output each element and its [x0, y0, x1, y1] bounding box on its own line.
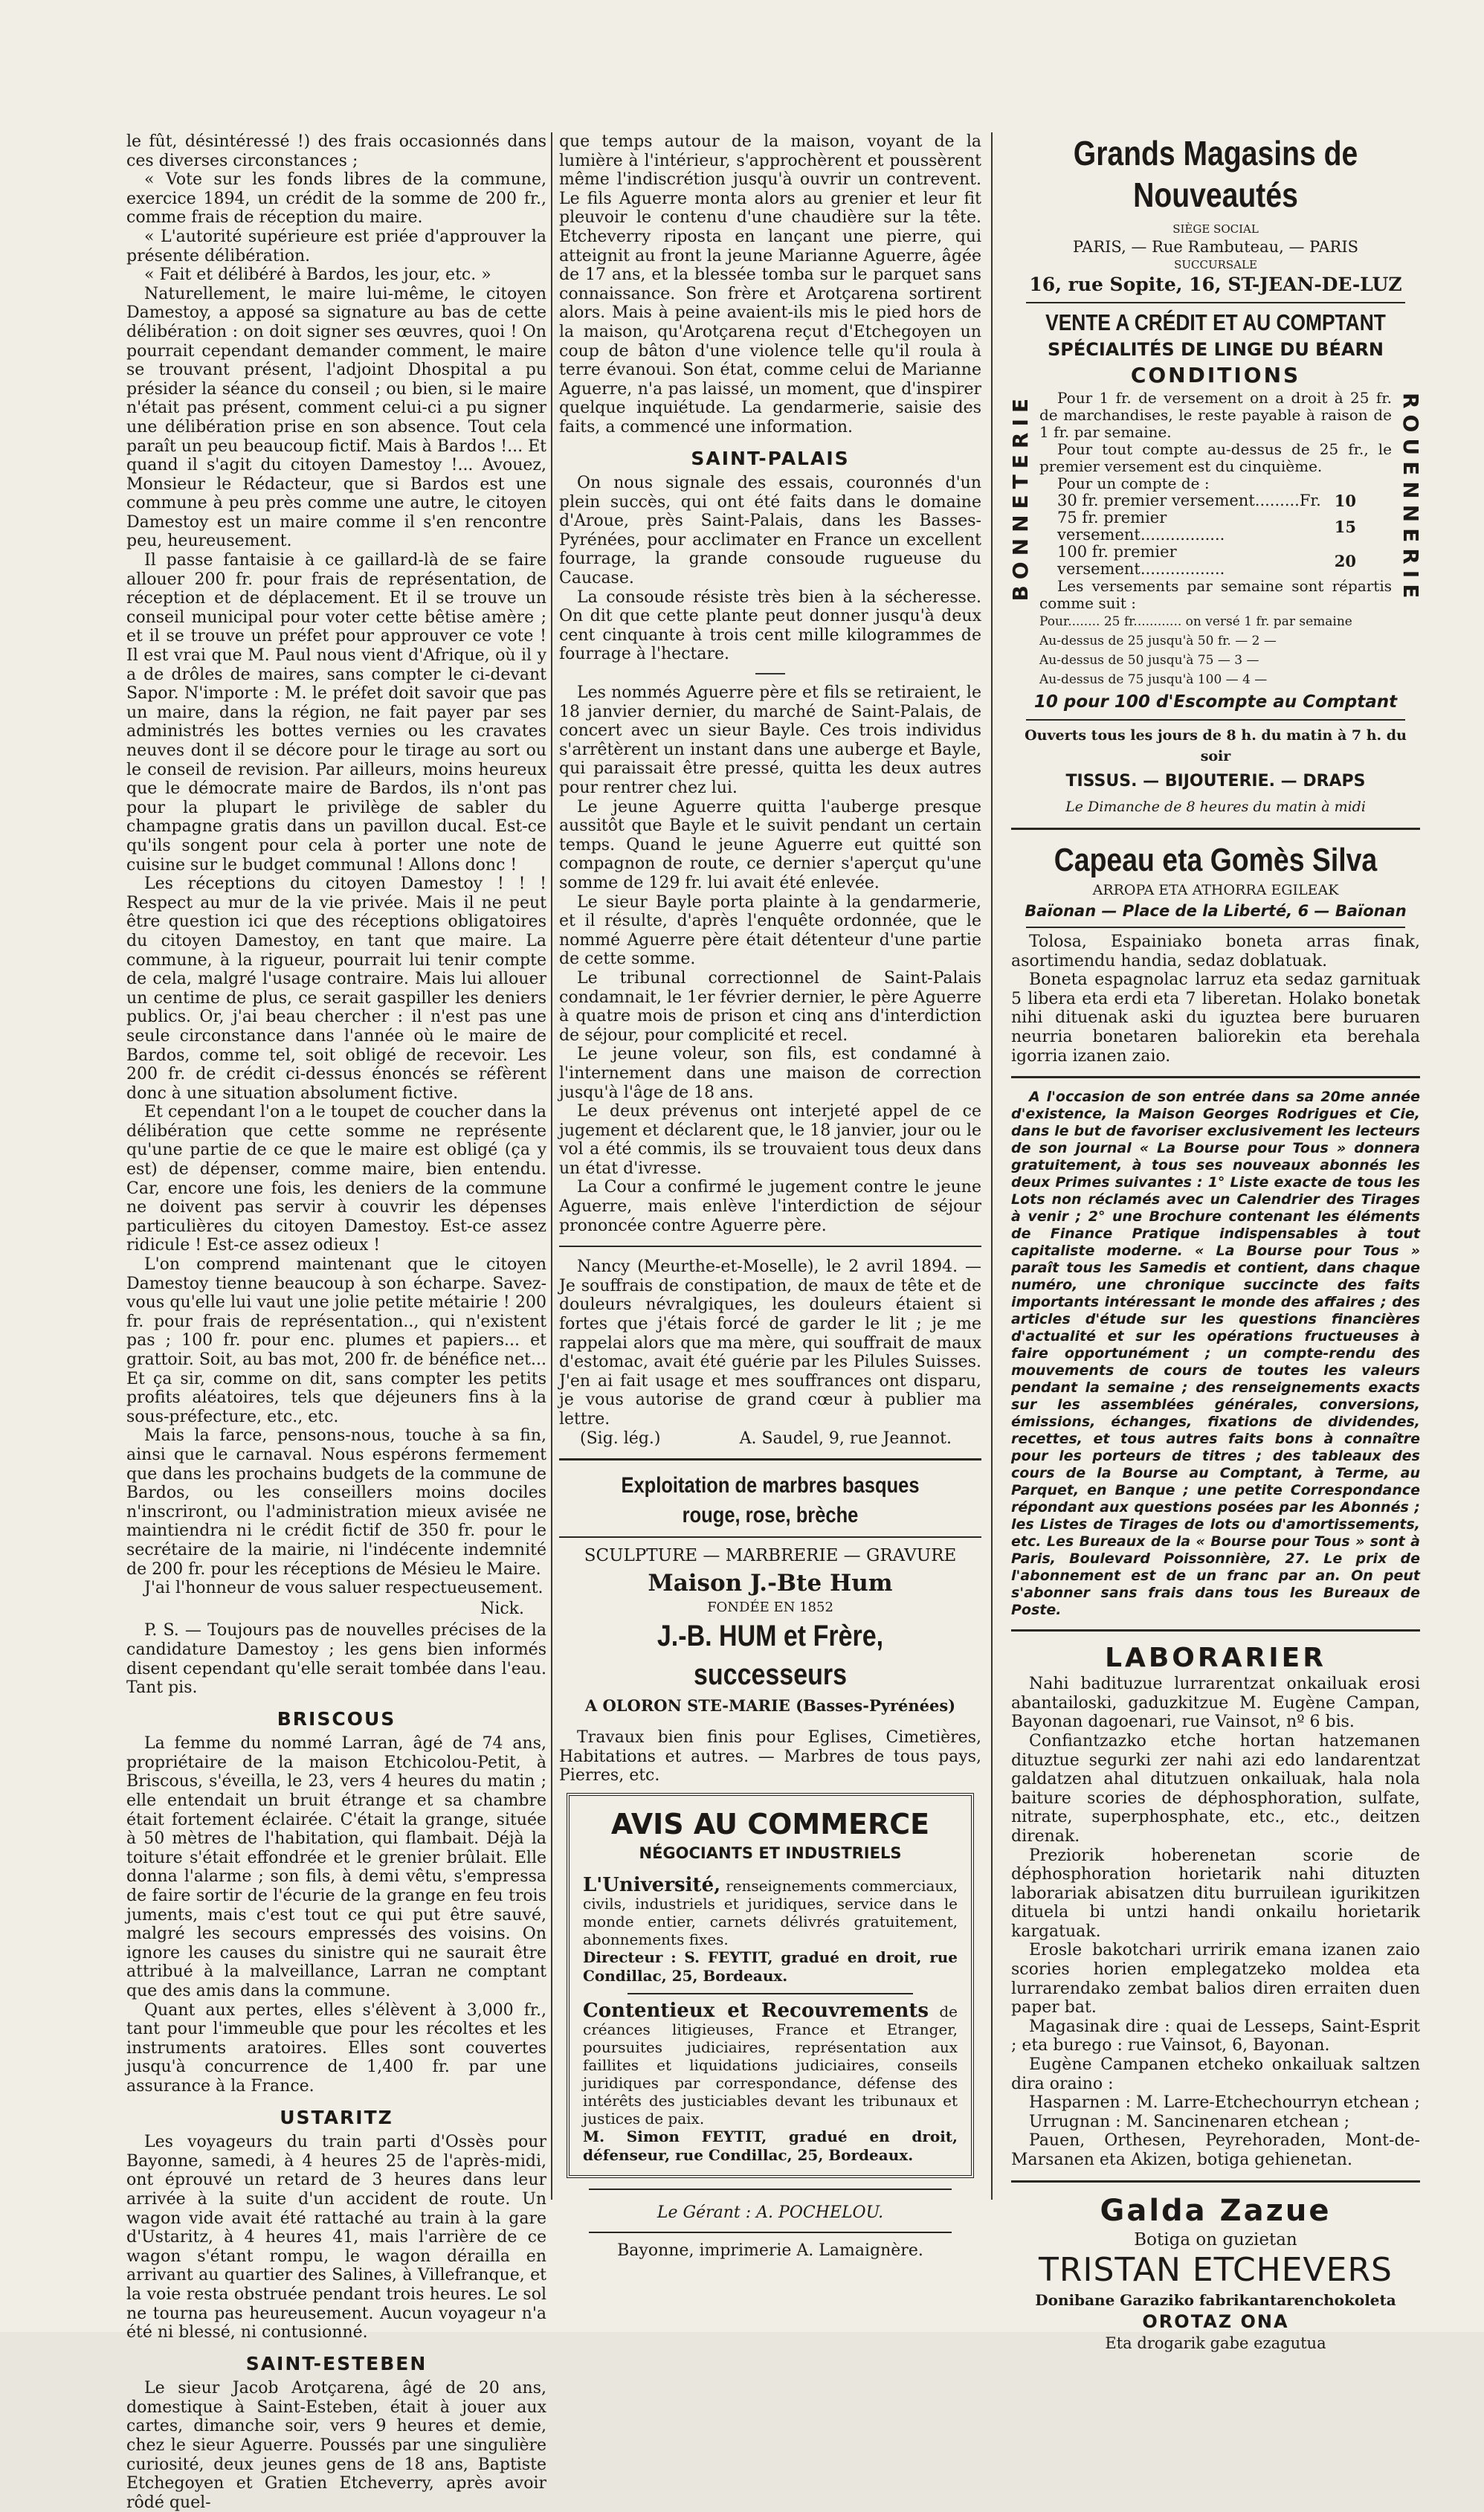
- cg-address: Baïonan — Place de la Liberté, 6 — Baïonan: [1025, 902, 1407, 920]
- universite-label: L'Université,: [583, 1873, 721, 1896]
- table-row: Au-dessus de 75 jusqu'à 100 — 4 —: [1039, 672, 1268, 687]
- paragraph: La Cour a confirmé le jugement contre le jeune Aguerre, mais enlève l'interdiction de séjour prononcée contre Aguerre père.: [559, 1178, 981, 1235]
- gm-hours: Ouverts tous les jours de 8 h. du matin à 7 h. du soir: [1025, 727, 1407, 764]
- paragraph: Les réceptions du citoyen Damestoy ! ! ! Respect au mur de la vie privée. Mais il ne peut être question ici que des réceptions obligatoires du citoyen Damestoy, en tant que maire. La commune, à la rigueur, pourrait lui tenir compte de cela, malgré l'usage contraire. Mais lui allouer un centime de plus, ce serait gaspiller les deniers publics. Or, j'ai beau chercher : il n'est pas une seule circonstance dans l'année où le maire de Bardos, comme tel, soit obligé de recevoir. Les 200 fr. de crédit ci-dessus énoncés se réfèrent donc à une situation absolument fictive.: [126, 875, 546, 1103]
- gerant: Le Gérant : A. POCHELOU.: [656, 2203, 884, 2222]
- sig-author: A. Saudel, 9, rue Jeannot.: [739, 1429, 952, 1448]
- gm-escompte: 10 pour 100 d'Escompte au Comptant: [1033, 692, 1398, 712]
- hum-advert: [559, 1471, 981, 1785]
- hum-successors: J.-B. HUM et Frère, successeurs: [656, 1620, 884, 1692]
- paragraph: Nahi badituzue lurrarentzat onkailuak erosi abantailoski, gaduzkitzue M. Eugène Campan, Bayonan dagoenari, rue Vainsot, nº 6 bis.: [1011, 1675, 1420, 1732]
- paragraph: Les versements par semaine sont répartis comme suit :: [1039, 577, 1392, 612]
- paragraph: Preziorik hoberenetan scorie de déphosphoration horietarik nahi dituzten laborariak abisatzen ditu burruilean igurikitzen dituela bi untzi handi onkailu horietarik kargatuak.: [1011, 1846, 1420, 1941]
- rule: [1011, 1629, 1420, 1632]
- postscript: P. S. — Toujours pas de nouvelles précises de la candidature Damestoy ; les gens bien informés disent cependant qu'elle serait tombée dans l'eau. Tant pis.: [126, 1621, 546, 1698]
- side-word-rouennerie: ROUENNERIE: [1398, 393, 1423, 605]
- paragraph: Le tribunal correctionnel de Saint-Palais condamnait, le 1er février dernier, le père Aguerre à quatre mois de prison et cinq ans d'interdiction de séjour, pour complicité et recel.: [559, 968, 982, 1045]
- paragraph: Quant aux pertes, elles s'élèvent à 3,000 fr., tant pour l'immeuble que pour les récoltes et les instruments aratoires. Elles sont couvertes jusqu'à concurrence de 1,400 fr. par une assurance à la France.: [126, 2000, 546, 2096]
- simon-feytit-line: M. Simon FEYTIT, gradué en droit, défenseur, rue Condillac, 25, Bordeaux.: [583, 2127, 958, 2164]
- rule: [1026, 927, 1405, 928]
- paragraph: Les voyageurs du train parti d'Ossès pour Bayonne, samedi, à 4 heures 25 de l'après-midi, ont éprouvé un retard de 3 heures dans leur arrivée à la suite d'un accident de route. Un wagon vide avait été rattaché au train à la gare d'Ustaritz, à 4 heures 41, mais l'arrière de ce wagon s'étant rompu, le wagon dérailla en arrivant au quartier des Salines, à Villefranque, et la voie resta obstruée pendant trois heures. Le sol ne tourna pas heureusement. Aucun voyageur n'a été ni blessé, ni contusionné.: [126, 2133, 546, 2342]
- paragraph: Confiantzazko etche hortan hatzemanen dituztue segurki zer nahi azi edo landarentzat galdatzen ahal ditutzuen onkailuak, hala nola baiture scories de déphosphoration, sulfate, nitrate, superphosphate, etc., etc., deitzen direnak.: [1011, 1731, 1420, 1846]
- side-word-bonneterie: BONNETERIE: [1008, 393, 1033, 602]
- paragraph: « Fait et délibéré à Bardos, les jour, etc. »: [144, 265, 491, 285]
- rule: [589, 2189, 952, 2190]
- section-heading-ustaritz: USTARITZ: [280, 2106, 393, 2128]
- gm-conditions: CONDITIONS: [1130, 363, 1301, 387]
- rule: [1026, 302, 1405, 303]
- laborarier-advert: [1011, 1642, 1420, 2169]
- paragraph: La femme du nommé Larran, âgé de 74 ans, propriétaire de la maison Etchicolou-Petit, à Briscous, s'éveilla, le 23, vers 4 heures du matin ; elle entendait un bruit étrange et sa chambre était fortement éclairée. C'était la grange, située à 50 mètres de l'habitation, qui flambait. Déjà la toiture s'était effondrée et le grenier brûlait. Elle donna l'alarme ; son fils, à demi vêtu, s'empressa de faire sortir de l'écurie de la grange en feu trois juments, mais c'est tout ce qui put être sauvé, malgré les secours empressés des voisins. On ignore les causes du sinistre qui ne saurait être attribué à la malveillance, Larran ne comptant que des amis dans la commune.: [126, 1734, 546, 2000]
- column-divider: [551, 132, 552, 2200]
- paragraph: Boneta espagnolac larruz eta sedaz garnituak 5 libera eta erdi eta 7 liberetan. Holako bonetak nihi dituenak aski du iguztea bere buruaren neurria bonetaren baliorekin eta berehala igorria izanen zaio.: [1011, 970, 1420, 1066]
- paragraph: J'ai l'honneur de vous saluer respectueusement.: [144, 1579, 543, 1598]
- gm-siege: SIÈGE SOCIAL: [1172, 222, 1259, 236]
- paragraph: que temps autour de la maison, voyant de la lumière à l'intérieur, s'approchèrent et poussèrent même l'indiscrétion jusqu'à ouvrir un contrevent. Le fils Aguerre monta alors au grenier et leur fit pleuvoir le contenu d'une chaudière sur la tête. Etcheverry riposta en lançant une pierre, qui atteignit au front la jeune Marianne Aguerre, âgée de 17 ans, et la blessée tomba sur le parquet sans connaissance. Son frère et Arotçarena sortirent alors. Mais à peine avaient-ils mis le pied hors de la maison, qu'Arotçarena reçut d'Etchegoyen un coup de bâton d'une violence telle qu'il roula à terre évanoui. Son état, comme celui de Marianne Aguerre, n'a pas laissé, un moment, que d'inspirer quelque inquiétude. La gendarmerie, saisie des faits, a commencé une information.: [559, 132, 981, 437]
- paragraph: Pour un compte de :: [1057, 474, 1210, 492]
- sig-legalized: (Sig. lég.): [580, 1429, 661, 1448]
- hum-founded: FONDÉE EN 1852: [707, 1600, 833, 1616]
- paragraph: Erosle bakotchari urririk emana izanen zaio scories horien emplegatzeko moldea eta lurrarendako zembat balios diren erraiten duen paper bat.: [1011, 1941, 1420, 2017]
- paragraph: Le jeune voleur, son fils, est condamné à l'internement dans une maison de correction jusqu'à l'âge de 18 ans.: [559, 1045, 981, 1102]
- hum-trades: SCULPTURE — MARBRERIE — GRAVURE: [584, 1546, 957, 1566]
- rule: [1026, 719, 1405, 721]
- column-3: [1008, 132, 1423, 2354]
- paragraph: Eugène Campanen etcheko onkailuak saltzen dira oraino :: [1011, 2055, 1420, 2093]
- hum-city: A OLORON STE-MARIE (Basses-Pyrénées): [584, 1696, 956, 1716]
- paragraph: On nous signale des essais, couronnés d'un plein succès, qui ont été faits dans le domaine d'Aroue, près Saint-Palais, dans les Basses-Pyrénées, pour acclimater en France un excellent fourrage, la grande consoude rugueuse du Caucase.: [559, 474, 981, 588]
- contentieux-text: de créances litigieuses, France et Etranger, poursuites judiciaires, représentation aux faillites et liquidations judiciaires, conseils juridiques par correspondance, défense des intérêts des justiciables devant les tribunaux et justices de paix.: [583, 2002, 958, 2128]
- bourse-pour-tous-notice: A l'occasion de son entrée dans sa 20me année d'existence, la Maison Georges Rodrigues et Cie, dans le but de favoriser exclusivement les lecteurs de son journal « La Bourse pour Tous » donnera gratuitement, à tous ses nouveaux abonnés les deux Primes suivantes : 1° Liste exacte de tous les Lots non réclamés avec un Calendrier des Tirages à venir ; 2° une Brochure contenant les éléments de Finance Pratique indispensables à tout capitaliste moderne. « La Bourse pour Tous » paraît tous les Samedis et contient, dans chaque numéro, une chronique succincte des faits importants intéressant le monde des affaires ; des articles d'étude sur les questions financières d'actualité et sur les opérations fructueuses à faire opportunément ; un compte-rendu des mouvements de cours de toutes les valeurs pendant la semaine ; des renseignements exacts sur les assemblées générales, conversions, émissions, échanges, fixations de dividendes, recettes, et tous autres faits bons à connaître pour les porteurs de titres ; des tableaux des cours de la Bourse au Comptant, à Terme, au Parquet, en Banque ; une petite Correspondance répondant aux questions posées par les Abonnés ; les Listes de Tirages de lots ou d'amortissements, etc. Les Bureaux de la « Bourse pour Tous » sont à Paris, Boulevard Poissonnière, 27. Le prix de l'abonnement est de un franc par an. On peut s'abonner sans frais dans tous les Bureaux de Poste.: [1011, 1089, 1420, 1619]
- column-divider: [991, 132, 993, 2200]
- table-cell: 15: [1334, 517, 1356, 536]
- gm-conditions-body: [1039, 390, 1392, 689]
- paragraph: Mais la farce, pensons-nous, touche à sa fin, ainsi que le carnaval. Nous espérons fermement que dans les prochains budgets de la commune de Bardos, ou les conseillers moins dociles n'inscriront, ou l'administration mieux avisée ne maintiendra ni le crédit fictif de 350 fr. pour le secrétaire de la mairie, ni l'indécente indemnité de 200 fr. pour les réceptions de Mésieu le Maire.: [126, 1426, 546, 1579]
- gz-ending: Eta drogarik gabe ezagutua: [1105, 2334, 1326, 2352]
- paragraph: Et cependant l'on a le toupet de coucher dans la délibération que cette somme ne représente qu'une partie de ce que le maire est obligé (ça y est) de dépenser, comme maire, bien entendu. Car, encore une fois, les deniers de la commune ne doivent pas servir à couvrir les dépenses particulières du citoyen Damestoy. Est-ce assez ridicule ! Est-ce assez odieux !: [126, 1103, 546, 1255]
- gm-sunday: Le Dimanche de 8 heures du matin à midi: [1065, 799, 1366, 815]
- contentieux-label: Contentieux et Recouvrements: [583, 1999, 929, 2022]
- avis-subtitle: NÉGOCIANTS ET INDUSTRIELS: [639, 1843, 902, 1862]
- gm-title: Grands Magasins de Nouveautés: [1073, 134, 1358, 214]
- table-cell: 10: [1334, 492, 1356, 510]
- paragraph: « Vote sur les fonds libres de la commune, exercice 1894, un crédit de la somme de 200 fr., comme frais de réception du maire.: [126, 170, 546, 228]
- gz-description: Donibane Garaziko fabrikantarenchokoleta: [1035, 2290, 1396, 2309]
- first-payment-table: [1054, 492, 1359, 578]
- rule: [559, 1458, 981, 1460]
- paragraph: « L'autorité supérieure est priée d'approuver la présente délibération.: [126, 227, 546, 265]
- paragraph: Le jeune Aguerre quitta l'auberge presque aussitôt que Bayle et le suivit pendant un certain temps. Quand le jeune Aguerre eut quitté son compagnon de route, ce dernier s'aperçut qu'une somme de 129 fr. lui avait été enlevée.: [559, 797, 981, 892]
- galda-zazue-advert: [1011, 2193, 1420, 2354]
- gm-specialites: SPÉCIALITÉS DE LINGE DU BÉARN: [1047, 339, 1384, 360]
- paragraph: Il passe fantaisie à ce gaillard-là de se faire allouer 200 fr. pour frais de représentation, de réception et de déplacement. Et il se trouve un conseil municipal pour voter cette bêtise amère ; et il se trouve un préfet pour approuver ce vote ! Il est vrai que M. Paul nous vient d'Afrique, où il y a de drôles de maires, sans compter le ci-devant Sapor. N'importe : M. le préfet doit savoir que pas un maire, dans la région, ne fait payer par ses administrés les bottes vernies ou les cravates neuves dont il se décore pour le tirage au sort ou le conseil de revision. Par ailleurs, moins heureux que le démocrate maire de Bardos, ils n'ont pas pour la plupart le privilège de sabler du champagne gratis dans un pavillon ducal. Est-ce qu'ils songent pour cela à porter une note de cuisine sur le budget communal ! Allons donc !: [126, 551, 546, 875]
- gm-succursale: SUCCURSALE: [1174, 258, 1257, 271]
- paragraph: Le deux prévenus ont interjeté appel de ce jugement et déclarent que, le 18 janvier, jour ou le vol a été commis, ils se trouvaient tous deux dans un état d'ivresse.: [559, 1102, 981, 1178]
- avis-commerce-box: [567, 1793, 974, 2178]
- paragraph: Le sieur Bayle porta plainte à la gendarmerie, et il résulte, d'après l'enquête ordonnée, que le nommé Aguerre père était détenteur d'une partie de cette somme.: [559, 892, 981, 969]
- paragraph: Pour tout compte au-dessus de 25 fr., le premier versement est du cinquième.: [1039, 440, 1392, 475]
- rule: [1011, 2180, 1420, 2183]
- section-heading-saint-palais: SAINT-PALAIS: [691, 447, 850, 469]
- paragraph: Hasparnen : M. Larre-Etchechourryn etchean ;: [1029, 2093, 1420, 2113]
- director-line: Directeur : S. FEYTIT, gradué en droit, rue Condillac, 25, Bordeaux.: [583, 1948, 958, 1985]
- section-heading-briscous: BRISCOUS: [277, 1707, 396, 1730]
- paragraph: La consoude résiste très bien à la sécheresse. On dit que cette plante peut donner jusqu'à deux cent cinquante à trois cent mille kilogrammes de fourrage à l'hectare.: [559, 587, 981, 664]
- rule: [589, 2232, 952, 2233]
- section-heading-saint-esteben: SAINT-ESTEBEN: [245, 2352, 428, 2374]
- table-row: Au-dessus de 50 jusqu'à 75 — 3 —: [1039, 653, 1259, 668]
- universite-text: renseignements commerciaux, civils, industriels et juridiques, service dans le monde entier, carnets délivrés gratuitement, abonnements fixes.: [583, 1876, 958, 1948]
- paragraph: Pauen, Orthesen, Peyrehoraden, Mont-de-Marsanen eta Akizen, botiga gehienetan.: [1011, 2131, 1420, 2169]
- paragraph: Urrugnan : M. Sancinenaren etchean ;: [1029, 2112, 1350, 2131]
- lab-title: LABORARIER: [1105, 1643, 1326, 1674]
- table-cell: 30 fr. premier versement.........Fr.: [1057, 492, 1321, 509]
- paragraph: le fût, désintéressé !) des frais occasionnés dans ces diverses circonstances ;: [126, 132, 546, 170]
- rule: [628, 1993, 913, 1994]
- rule: [559, 1536, 981, 1538]
- column-2: [559, 132, 981, 2263]
- gz-orotaz: OROTAZ ONA: [1142, 2310, 1289, 2332]
- hum-text: Travaux bien finis pour Eglises, Cimetières, Habitations et autres. — Marbres de tous pays, Pierres, etc.: [559, 1728, 981, 1785]
- testimonial: Nancy (Meurthe-et-Moselle), le 2 avril 1894. — Je souffrais de constipation, de maux de tête et de douleurs névralgiques, les douleurs étaient si fortes que j'étais forcé de garder le lit ; je me rappelai alors que ma mère, qui souffrait de maux d'estomac, avait été guérie par les Pilules Suisses. J'en ai fait usage et mes souffrances ont disparu, je vous autorise de grand cœur à publier ma lettre.: [559, 1257, 981, 1429]
- separator-dash: [755, 673, 785, 674]
- paragraph: Tolosa, Espainiako boneta arras finak, asortimendu handia, sedaz doblatuak.: [1011, 933, 1420, 970]
- testimonial-signature: [559, 1429, 981, 1449]
- table-cell: 75 fr. premier versement.................: [1057, 509, 1225, 544]
- hum-maison: Maison J.-Bte Hum: [648, 1570, 893, 1597]
- table-cell: 100 fr. premier versement.................: [1057, 543, 1225, 578]
- rule: [1011, 1076, 1420, 1078]
- gm-vente: VENTE A CRÉDIT ET AU COMPTANT: [1045, 309, 1386, 335]
- grands-magasins-advert: [1008, 132, 1423, 817]
- gm-paris: PARIS, — Rue Rambuteau, — PARIS: [1072, 238, 1359, 256]
- imprimerie: Bayonne, imprimerie A. Lamaignère.: [617, 2241, 923, 2260]
- gz-title: Galda Zazue: [1100, 2193, 1332, 2228]
- rule: [1011, 828, 1420, 830]
- gm-goods: TISSUS. — BIJOUTERIE. — DRAPS: [1065, 772, 1366, 790]
- paragraph: Pour 1 fr. de versement on a droit à 25 fr. de marchandises, le reste payable à raison de 1 fr. par semaine.: [1039, 389, 1392, 441]
- gz-subtitle: Botiga on guzietan: [1134, 2229, 1297, 2249]
- cg-title: Capeau eta Gomès Silva: [1054, 842, 1378, 878]
- gz-name: TRISTAN ETCHEVERS: [1039, 2250, 1393, 2289]
- paragraph: Naturellement, le maire lui-même, le citoyen Damestoy, a apposé sa signature au bas de cette délibération : on doit signer ses œuvres, quoi ! On pourrait cependant demander comment, le maire se trouvant présent, l'adjoint Dhospital a pu présider la séance du conseil ; ou bien, si le maire n'était pas présent, comment celui-ci a pu signer une délibération prise en son absence. Tout cela paraît un peu beaucoup fictif. Mais à Bardos !... Et quand il s'agit du citoyen Damestoy !... Avouez, Monsieur le Rédacteur, que si Bardos est une commune à peu près comme une autre, le citoyen Damestoy est un maire comme il s'en rencontre peu, heureusement.: [126, 284, 546, 551]
- paragraph: L'on comprend maintenant que le citoyen Damestoy tienne beaucoup à son écharpe. Savez-vous qu'elle lui vaut une jolie petite métairie ! 200 fr. pour frais de représentation.., qui n'existent pas ; 100 fr. pour enc. plumes et papiers... et grattoir. Soit, au bas mot, 200 fr. de bénéfice net... Et ça sir, comme on dit, sans compter les petits profits aléatoires, tels que déjeuners fins à la sous-préfecture, etc., etc.: [126, 1255, 546, 1426]
- weekly-table: [1039, 612, 1392, 689]
- table-row: Pour........ 25 fr............ on versé 1 fr. par semaine: [1039, 614, 1352, 629]
- cg-subtitle: ARROPA ETA ATHORRA EGILEAK: [1092, 882, 1339, 898]
- paragraph: Magasinak dire : quai de Lesseps, Saint-Esprit ; eta burego : rue Vainsot, 6, Bayonan.: [1011, 2017, 1420, 2055]
- signature: Nick.: [480, 1599, 524, 1618]
- capeau-advert: [1011, 840, 1420, 1066]
- paragraph: Le sieur Jacob Arotçarena, âgé de 20 ans, domestique à Saint-Esteben, était à jouer aux cartes, dimanche soir, vers 9 heures et demie, chez le sieur Aguerre. Poussés par une singulière curiosité, deux jeunes gens de 18 ans, Baptiste Etchegoyen et Gratien Etcheverry, après avoir rôdé quel-: [126, 2379, 546, 2512]
- avis-title: AVIS AU COMMERCE: [610, 1807, 930, 1840]
- rule: [559, 1246, 981, 1247]
- hum-title: Exploitation de marbres basques rouge, rose, brèche: [621, 1473, 920, 1528]
- column-1: [126, 132, 546, 2512]
- gm-address: 16, rue Sopite, 16, ST-JEAN-DE-LUZ: [1029, 274, 1402, 295]
- paragraph: Les nommés Aguerre père et fils se retiraient, le 18 janvier dernier, du marché de Saint-Palais, de concert avec un sieur Bayle. Ces trois individus s'arrêtèrent un instant dans une auberge et Bayle, qui paraissait être pressé, quitta les deux autres pour rentrer chez lui.: [559, 683, 981, 797]
- table-cell: 20: [1334, 551, 1356, 570]
- table-row: Au-dessus de 25 jusqu'à 50 fr. — 2 —: [1039, 634, 1277, 648]
